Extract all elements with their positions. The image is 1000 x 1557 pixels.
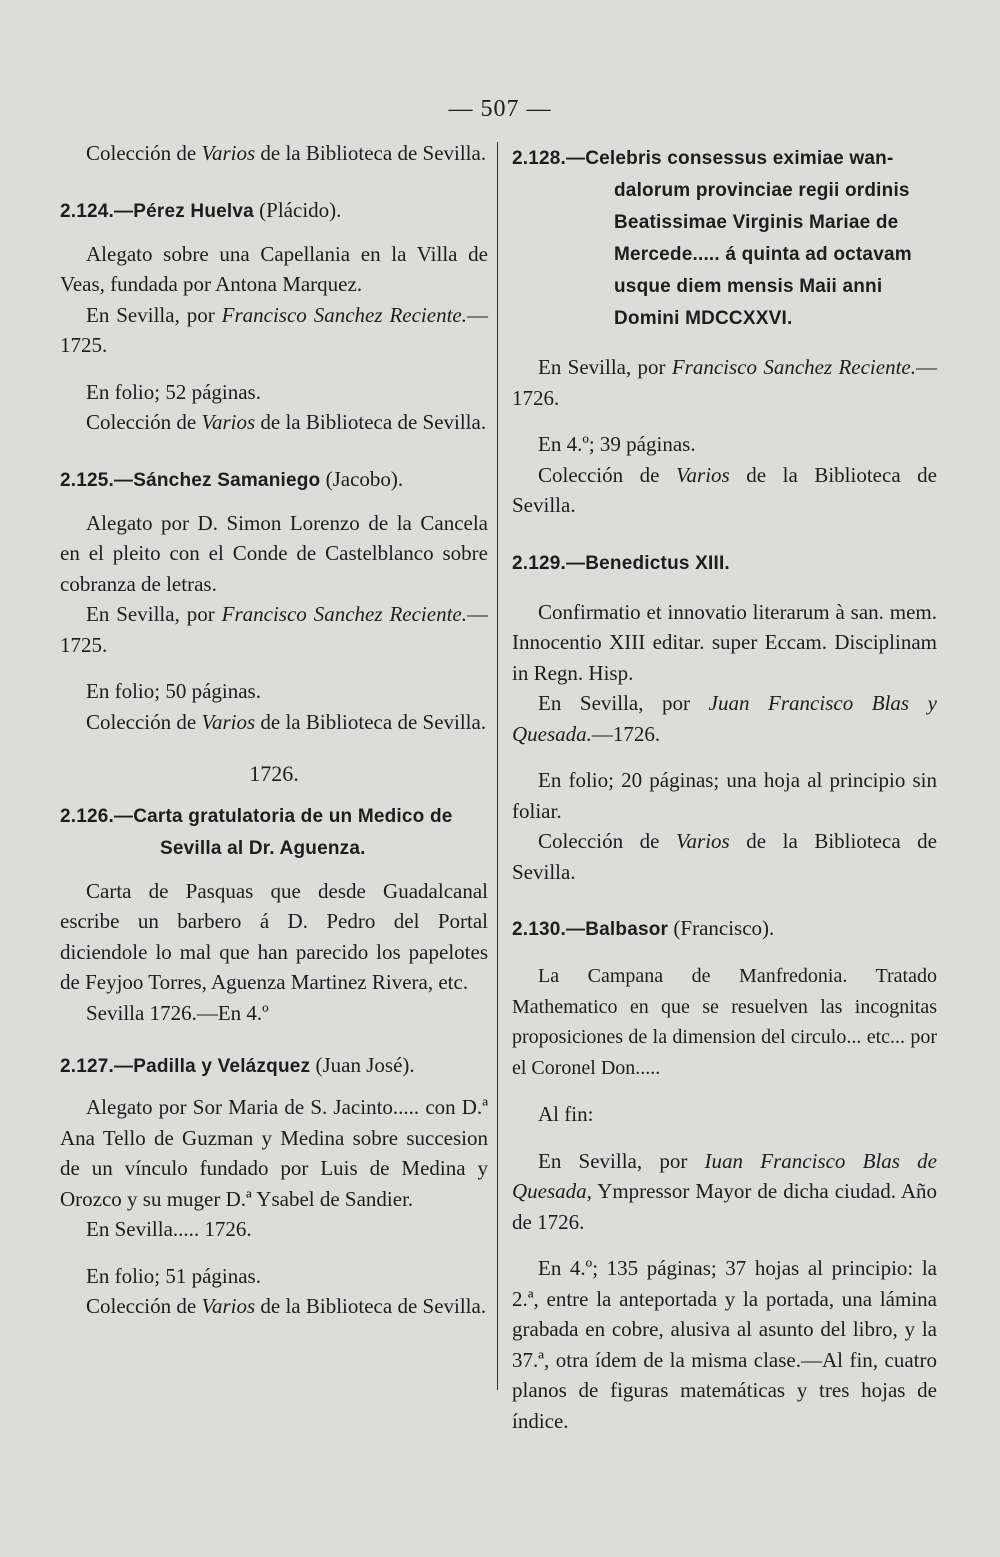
entry-author-given: (Plácido).: [253, 197, 342, 222]
entry-imprint: En Sevilla..... 1726.: [86, 1217, 252, 1241]
varios-italic: Varios: [676, 462, 730, 487]
entry-number: 2.129.—: [512, 552, 586, 574]
entry-imprint: [512, 688, 937, 749]
text: —1726.: [591, 721, 661, 746]
entry-author-given: (Juan José).: [310, 1053, 415, 1077]
entry-description: Confirmatio et innovatio literarum à san. mem. Innocentio XIII editar. super Eccam. Disciplinam in Regn. Hisp.: [512, 599, 937, 685]
entry-number: 2.125.—: [60, 469, 134, 491]
text: Colección de: [86, 1294, 202, 1318]
entry-author: Balbasor: [585, 919, 669, 940]
entry-number: 2.130.—: [512, 919, 586, 940]
entry-description: Alegato sobre una Capellania en la Villa de Veas, fundada por Antona Marquez.: [60, 241, 488, 296]
text: —1725.: [60, 302, 488, 357]
entry-al-fin: Al fin:: [538, 1102, 594, 1126]
entry-collection: [512, 826, 937, 887]
varios-italic: Varios: [201, 141, 256, 165]
text: Colección de: [86, 410, 202, 434]
entry-format: En folio; 50 páginas.: [86, 679, 261, 703]
entry-2125: [60, 464, 488, 738]
entry-number: 2.128.—: [512, 148, 586, 169]
text: Colección de: [538, 829, 677, 853]
entry-2124: [60, 195, 488, 438]
text: Ympressor Mayor de dicha ciudad. Año de 1726.: [512, 1179, 937, 1234]
entry-title-line1: Celebris consessus eximiae wan-: [585, 148, 894, 169]
varios-italic: Varios: [201, 709, 256, 734]
text: Colección de: [538, 462, 677, 487]
text: —1726.: [512, 355, 937, 410]
text: de la Biblioteca de Sevilla.: [512, 829, 937, 884]
entry-format: En 4.º; 135 páginas; 37 hojas al principio: la 2.ª, entre la anteportada y la portada, una lámina grabada en cobre, alusiva al asunto del libro, y la 37.ª, otra ídem de la misma clase.—Al fin, cuatro planos de figuras matemáticas y tres hojas de índice.: [512, 1256, 937, 1433]
text: Colección de: [86, 141, 202, 165]
entry-author: Padilla y Velázquez: [133, 1056, 311, 1077]
entry-2128: [512, 142, 937, 521]
entry-format: En folio; 20 páginas; una hoja al principio sin foliar.: [512, 768, 937, 823]
entry-2126: [60, 800, 488, 1029]
entry-heading: [512, 913, 937, 945]
text: En Sevilla, por: [86, 602, 222, 626]
entry-number: 2.124.—: [60, 200, 134, 222]
entry-imprint: [512, 352, 937, 413]
entry-format: En folio; 52 páginas.: [86, 379, 261, 404]
entry-format: En 4.º; 39 páginas.: [538, 432, 696, 456]
entry-author: Pérez Huelva: [133, 200, 254, 222]
printer-name: Juan Francisco Blas y Quesada.: [512, 691, 937, 746]
text: —1725.: [60, 602, 488, 657]
text: En Sevilla, por: [538, 691, 709, 715]
text: En Sevilla, por: [538, 1148, 705, 1173]
entry-description: Alegato por Sor Maria de S. Jacinto..... con D.ª Ana Tello de Guzman y Medina sobre succesion de un vínculo fundado por Luis de Medina y Orozco y su muger D.ª Ysabel de Sandier.: [60, 1095, 488, 1211]
entry-imprint: [60, 300, 488, 361]
entry-heading: [512, 142, 937, 174]
entry-number: 2.126.—: [60, 805, 134, 827]
entry-author: Benedictus XIII.: [585, 552, 730, 574]
text: de la Biblioteca de Sevilla.: [255, 709, 487, 734]
printer-name: Francisco Sanchez Reciente.: [221, 302, 467, 327]
entry-heading: [60, 800, 488, 832]
entry-title-line2-wrap: [60, 832, 488, 864]
text: En Sevilla, por: [86, 302, 222, 327]
text: de la Biblioteca de Sevilla.: [512, 462, 937, 517]
entry-2127: [60, 1050, 488, 1322]
entry-title-line2: Sevilla al Dr. Aguenza.: [160, 837, 366, 859]
right-column: [512, 142, 937, 1436]
text: Colección de: [86, 709, 202, 734]
intro-collection-note: [60, 138, 488, 169]
entry-collection: [60, 1291, 488, 1322]
entry-title-rest-wrap: [512, 174, 937, 334]
text: En Sevilla, por: [538, 355, 672, 379]
entry-collection: [60, 707, 488, 738]
entry-2129: [512, 547, 937, 888]
entry-heading: [512, 547, 937, 579]
entry-author-given: (Jacobo).: [320, 466, 404, 491]
entry-number: 2.127.—: [60, 1056, 134, 1077]
entry-description: Alegato por D. Simon Lorenzo de la Cancela en el pleito con el Conde de Castelblanco sobre cobranza de letras.: [60, 510, 488, 596]
year-heading: 1726.: [249, 761, 299, 786]
printer-name: Iuan Francisco Blas de Quesada,: [512, 1148, 937, 1203]
printer-name: Francisco Sanchez Reciente.: [221, 602, 467, 626]
entry-imprint: Sevilla 1726.—En 4.º: [86, 1000, 269, 1025]
entry-2130: [512, 913, 937, 1436]
page-number: — 507 —: [448, 96, 552, 122]
entry-author-given: (Francisco).: [668, 916, 775, 940]
entry-heading: [60, 1050, 488, 1082]
varios-italic: Varios: [201, 410, 256, 434]
text: de la Biblioteca de Sevilla.: [255, 141, 487, 165]
entry-heading: [60, 464, 488, 496]
entry-imprint: [512, 1146, 937, 1238]
entry-description: Carta de Pasquas que desde Guadalcanal escribe un barbero á D. Pedro del Portal diciendole lo mal que han parecido los papelotes de Feyjoo Torres, Aguenza Martinez Rivera, etc.: [60, 878, 488, 994]
entry-author: Sánchez Samaniego: [133, 469, 321, 491]
column-divider: [497, 142, 498, 1390]
text: de la Biblioteca de Sevilla.: [255, 1294, 487, 1318]
left-column: [60, 138, 488, 1322]
entry-title-rest: dalorum provinciae regii ordinis Beatissimae Virginis Mariae de Mercede..... á quinta ad octavam usque diem mensis Maii anni Domini MDCCXXVI.: [614, 180, 912, 329]
printer-name: Francisco Sanchez Reciente.: [671, 355, 916, 379]
varios-italic: Varios: [676, 829, 730, 853]
entry-collection: [60, 407, 488, 438]
entry-format: En folio; 51 páginas.: [86, 1263, 261, 1288]
entry-heading: [60, 195, 488, 227]
entry-imprint: [60, 599, 488, 660]
text: de la Biblioteca de Sevilla.: [255, 410, 487, 434]
entry-title-line1: Carta gratulatoria de un Medico de: [133, 805, 453, 827]
entry-description: La Campana de Manfredonia. Tratado Mathematico en que se resuelven las incognitas proposiciones de la dimension del circulo... etc... por el Coronel Don.....: [512, 965, 937, 1079]
varios-italic: Varios: [201, 1294, 256, 1318]
entry-collection: [512, 460, 937, 521]
